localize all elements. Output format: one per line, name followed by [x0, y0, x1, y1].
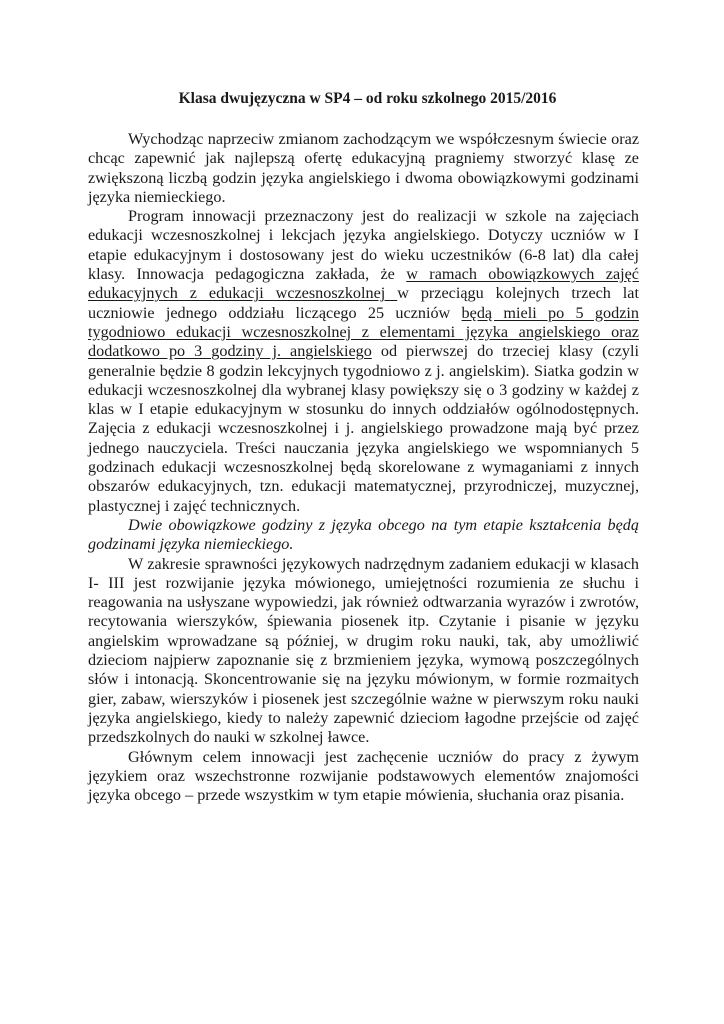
- underlined-phrase-hours: będą mieli po 5 godzin tygodniowo edukacji wczesnoszkolnej z elementami języka angielskiego oraz dodatkowo po 3 godziny j. angielskiego: [88, 303, 639, 361]
- paragraph-intro: Wychodząc naprzeciw zmianom zachodzącym we współczesnym świecie oraz chcąc zapewnić jak najlepszą ofertę edukacyjną pragniemy stworzyć klasę ze zwiększoną liczbą godzin języka angielskiego i dwoma obowiązkowymi godzinami języka niemieckiego.: [88, 130, 639, 206]
- paragraph-skills: W zakresie sprawności językowych nadrzędnym zadaniem edukacji w klasach I- III jest rozwijanie języka mówionego, umiejętności rozumienia ze słuchu i reagowania na usłyszane wypowiedzi, jak również odtwarzania wyrazów i zwrotów, recytowania wierszyków, śpiewania piosenek itp. Czytanie i pisanie w języku angielskim wprowadzane są później, w drugim roku nauki, tak, aby umożliwić dzieciom najpierw zapoznanie się z brzmieniem języka, wymową poszczególnych słów i intonacją. Skoncentrowanie się na języku mówionym, w formie rozmaitych gier, zabaw, wierszyków i piosenek jest szczególnie ważne w pierwszym roku nauki języka angielskiego, kiedy to należy zapewnić dzieciom łagodne przejście od zajęć przedszkolnych do nauki w szkolnej ławce.: [88, 554, 639, 747]
- document-page: [88, 88, 639, 805]
- paragraph-goal: Głównym celem innowacji jest zachęcenie uczniów do pracy z żywym językiem oraz wszechstronne rozwijanie podstawowych elementów znajomości języka obcego – przede wszystkim w tym etapie mówienia, słuchania oraz pisania.: [88, 747, 639, 805]
- paragraph-program-text-1: Program innowacji przeznaczony jest do realizacji w szkole na zajęciach edukacji wczesnoszkolnej i lekcjach języka angielskiego. Dotyczy uczniów w I etapie edukacyjnym i dostosowany jest do wieku uczestników (6-8 lat) dla całej klasy. Innowacja pedagogiczna zakłada, że: [88, 207, 639, 284]
- paragraph-program: [88, 207, 639, 516]
- underlined-phrase-compulsory-classes: w ramach obowiązkowych zajęć edukacyjnych z edukacji wczesnoszkolnej: [88, 265, 639, 303]
- paragraph-german-note: Dwie obowiązkowe godziny z języka obcego na tym etapie kształcenia będą godzinami języka niemieckiego.: [88, 515, 639, 554]
- paragraph-program-text-2: w przeciągu kolejnych trzech lat uczniowie jednego oddziału liczącego 25 uczniów: [88, 284, 639, 322]
- document-title: Klasa dwujęzyczna w SP4 – od roku szkolnego 2015/2016: [178, 90, 557, 107]
- paragraph-program-text-3: od pierwszej do trzeciej klasy (czyli generalnie będzie 8 godzin lekcyjnych tygodniowo z j. angielskim). Siatka godzin w edukacji wczesnoszkolnej dla wybranej klasy powiększy się o 3 godziny w każdej z klas w I etapie edukacyjnym w stosunku do innych oddziałów ogólnodostępnych. Zajęcia z edukacji wczesnoszkolnej i j. angielskiego prowadzone mają być przez jednego nauczyciela. Treści nauczania języka angielskiego we wspomnianych 5 godzinach edukacji wczesnoszkolnej będą skorelowane z wymaganiami z innych obszarów edukacyjnych, tzn. edukacji matematycznej, przyrodniczej, muzycznej, plastycznej i zajęć technicznych.: [88, 342, 639, 515]
